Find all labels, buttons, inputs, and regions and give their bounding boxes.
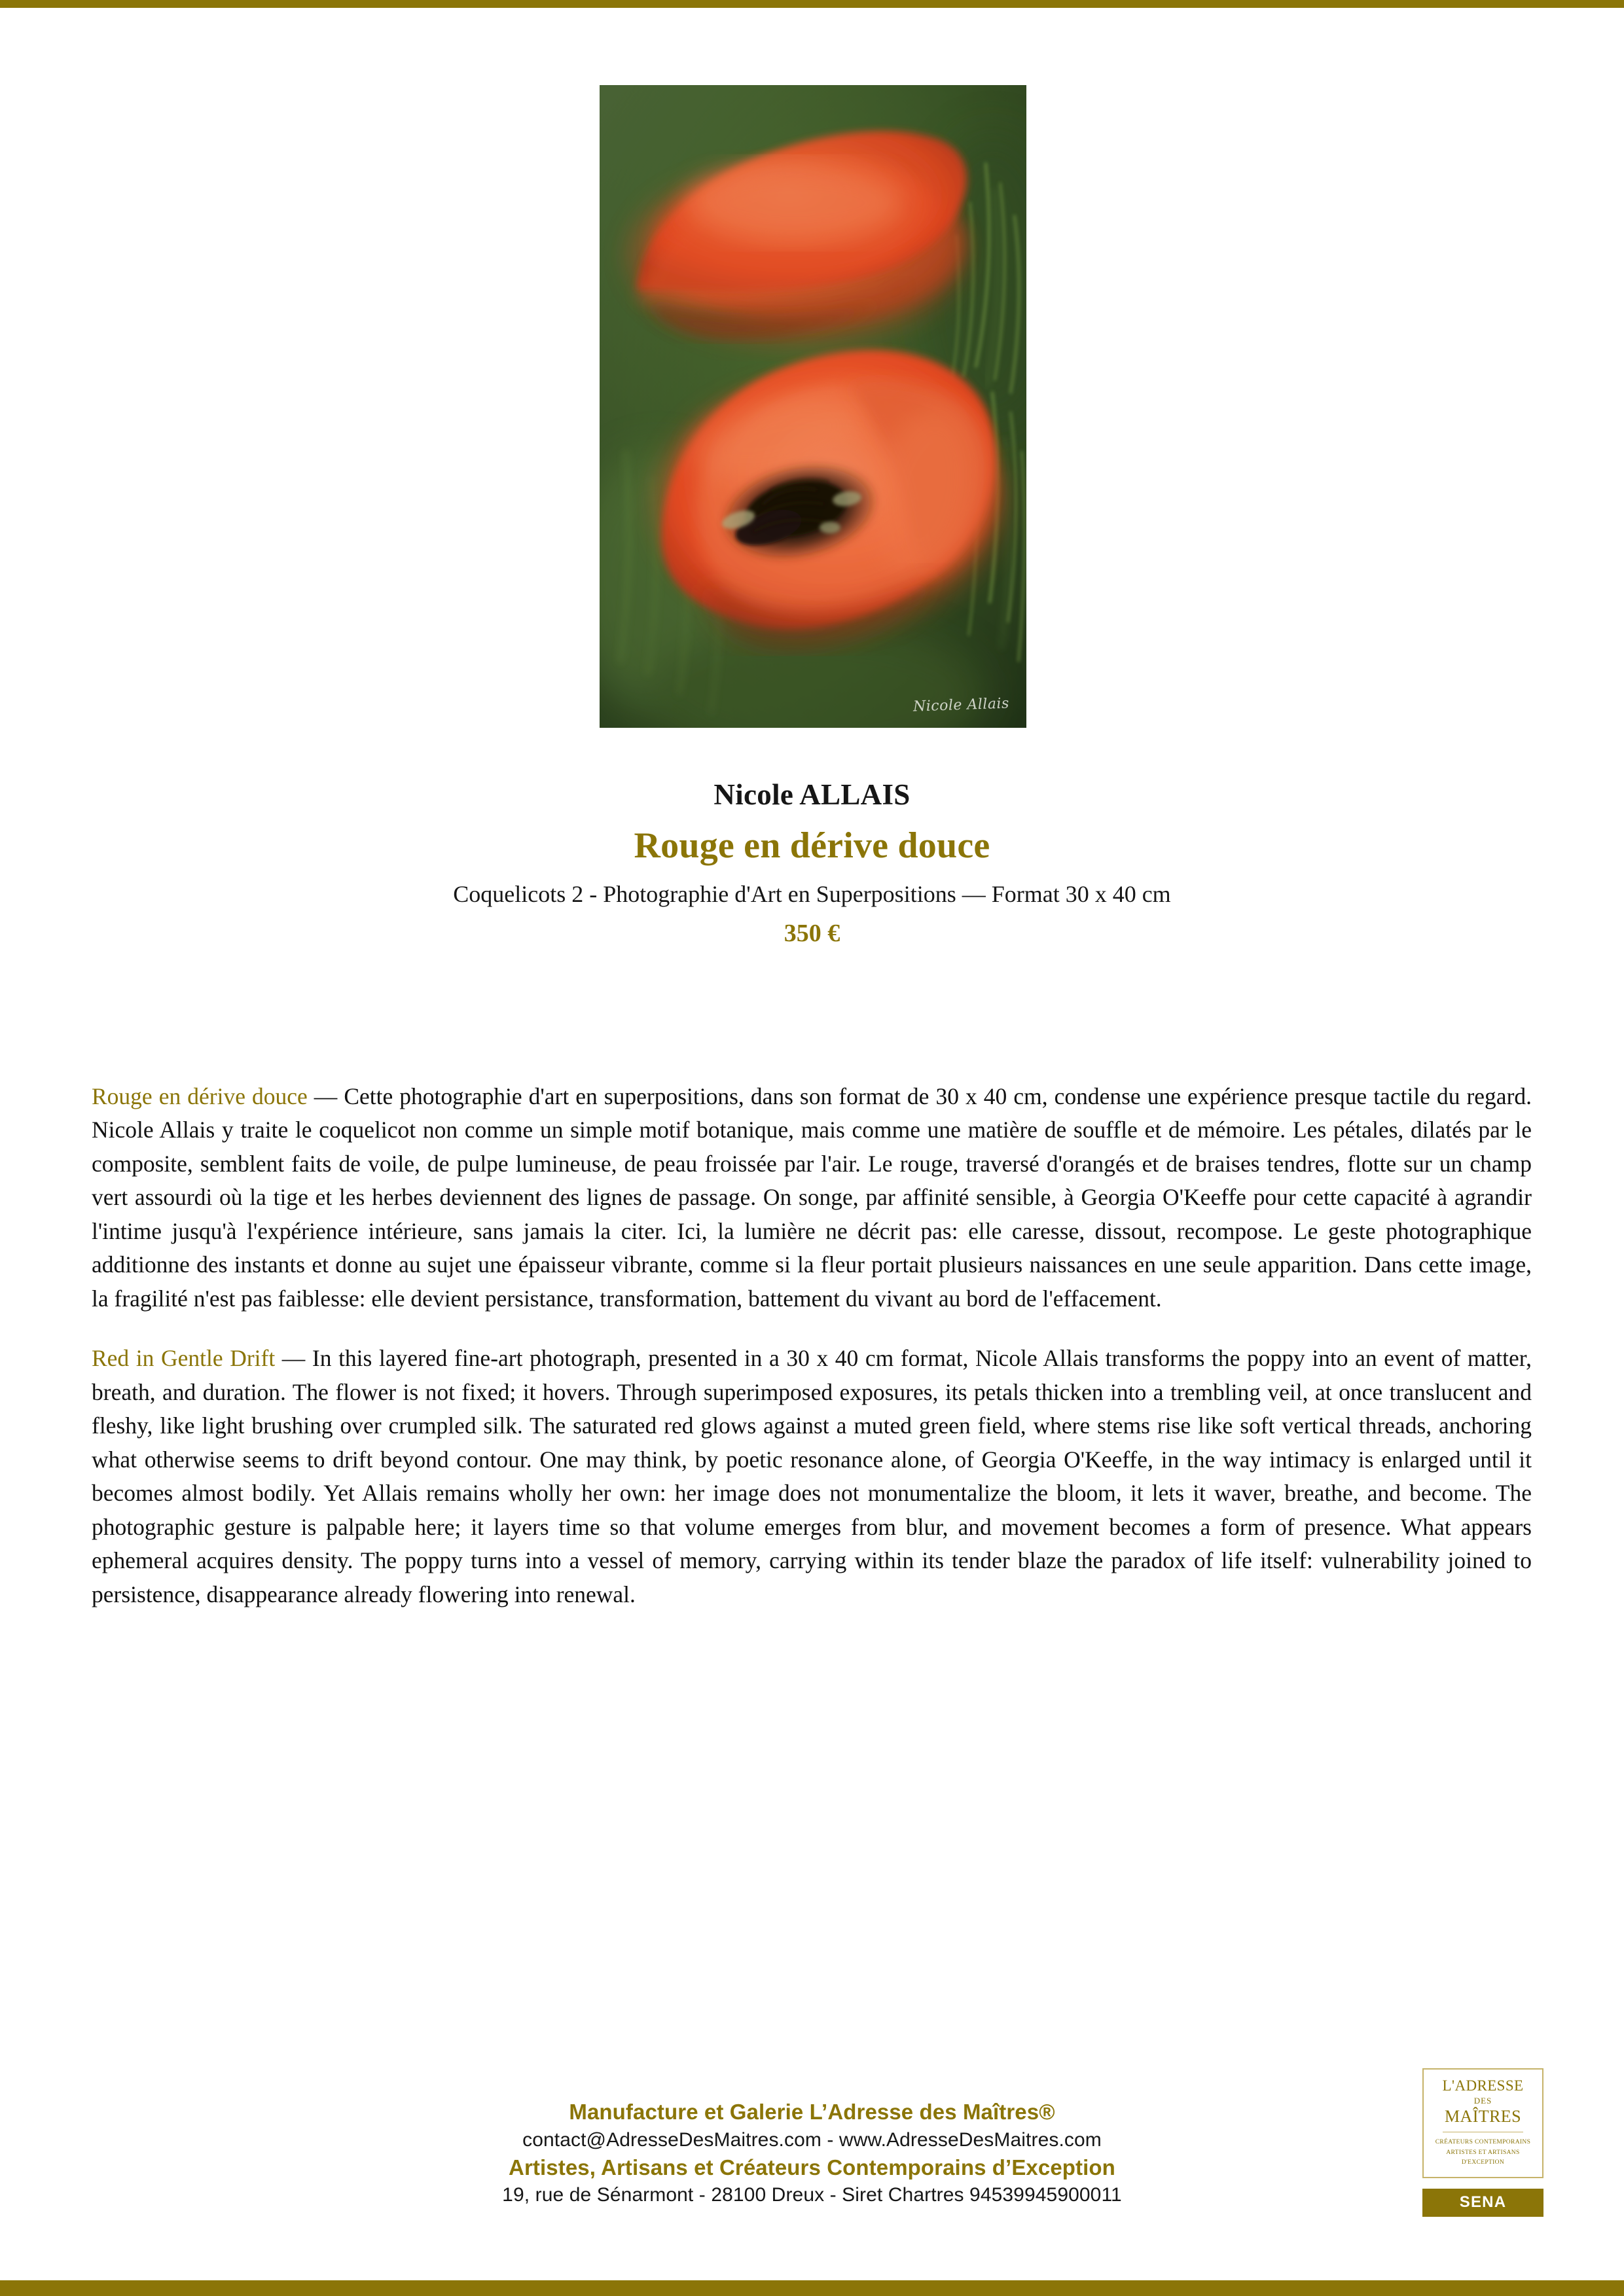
brand-line-1: L'ADRESSE (1442, 2077, 1524, 2094)
artist-signature: Nicole Allais (912, 695, 1010, 715)
description-paragraph-fr (92, 1080, 1532, 1316)
brand-line-2: DES (1473, 2095, 1492, 2106)
poppy-photograph (600, 85, 1026, 728)
brand-sub-2: ARTISTES ET ARTISANS (1446, 2149, 1520, 2156)
top-gold-rule (0, 0, 1624, 8)
description-lead-en: Red in Gentle Drift (92, 1345, 276, 1372)
brand-line-3: MAÎTRES (1445, 2107, 1521, 2126)
footer-company-name: Manufacture et Galerie L’Adresse des Maîtres® (569, 2100, 1055, 2124)
footer-tagline: Artistes, Artisans et Créateurs Contemporains d’Exception (509, 2155, 1115, 2179)
footer-contact[interactable]: contact@AdresseDesMaitres.com - www.AdresseDesMaitres.com (522, 2128, 1102, 2151)
page-title: Rouge en dérive douce (634, 825, 990, 866)
description-dash-fr: — (307, 1083, 344, 1109)
brand-sub-3: D'EXCEPTION (1461, 2159, 1505, 2166)
description-text-en: In this layered fine-art photograph, presented in a 30 x 40 cm format, Nicole Allais transforms the poppy into an event of matter, breath, and duration. The flower is not fixed; it hovers. Through superimposed exposures, its petals thicken into a trembling veil, at once translucent and fleshy, like light brushing over crumpled silk. The saturated red glows against a muted green field, where stems rise like soft vertical threads, anchoring what otherwise seems to drift beyond contour. One may think, by poetic resonance alone, of Georgia O'Keeffe, in the way intimacy is enlarged until it becomes almost bodily. Yet Allais remains wholly her own: her image does not monumentalize the bloom, it lets it waver, breathe, and become. The photographic gesture is palpable here; it layers time so that volume emerges from blur, and movement becomes a form of presence. What appears ephemeral acquires density. The poppy turns into a vessel of memory, carrying within its tender blaze the paradox of life itself: vulnerability joined to persistence, disappearance already flowering into renewal. (92, 1345, 1532, 1607)
description-paragraph-en (92, 1342, 1532, 1611)
footer-address: 19, rue de Sénarmont - 28100 Dreux - Siret Chartres 94539945900011 (502, 2184, 1122, 2206)
description-block (92, 1080, 1532, 1611)
artwork-image (600, 85, 1026, 728)
bottom-gold-rule (0, 2280, 1624, 2296)
work-subtitle: Coquelicots 2 - Photographie d'Art en Superpositions — Format 30 x 40 cm (453, 881, 1171, 908)
title-block (0, 779, 1624, 949)
description-dash-en: — (275, 1345, 312, 1372)
brand-logo-block (1422, 2068, 1543, 2217)
brand-card (1422, 2068, 1543, 2178)
price-label: 350 € (784, 920, 840, 948)
artist-name: Nicole ALLAIS (713, 778, 911, 811)
brand-sub-1: CRÉATEURS CONTEMPORAINS (1435, 2139, 1531, 2146)
description-text-fr: Cette photographie d'art en superpositions, dans son format de 30 x 40 cm, condense une expérience presque tactile du regard. Nicole Allais y traite le coquelicot non comme un simple motif botanique, mais comme une matière de souffle et de mémoire. Les pétales, dilatés par le composite, semblent faits de voile, de pulpe lumineuse, de peau froissée par l'air. Le rouge, traversé d'orangés et de braises tendres, flotte sur un champ vert assourdi où la tige et les herbes deviennent des lignes de passage. On songe, par affinité sensible, à Georgia O'Keeffe pour cette capacité à agrandir l'intime jusqu'à l'expérience intérieure, sans jamais la citer. Ici, la lumière ne décrit pas: elle caresse, dissout, recompose. Le geste photographique additionne des instants et donne au sujet une épaisseur vibrante, comme si la fleur portait plusieurs naissances en une seule apparition. Dans cette image, la fragilité n'est pas faiblesse: elle devient persistance, transformation, battement du vivant au bord de l'effacement. (92, 1083, 1532, 1312)
description-lead-fr: Rouge en dérive douce (92, 1083, 308, 1109)
sena-badge: SENA (1422, 2189, 1543, 2217)
footer-block (0, 2098, 1624, 2209)
